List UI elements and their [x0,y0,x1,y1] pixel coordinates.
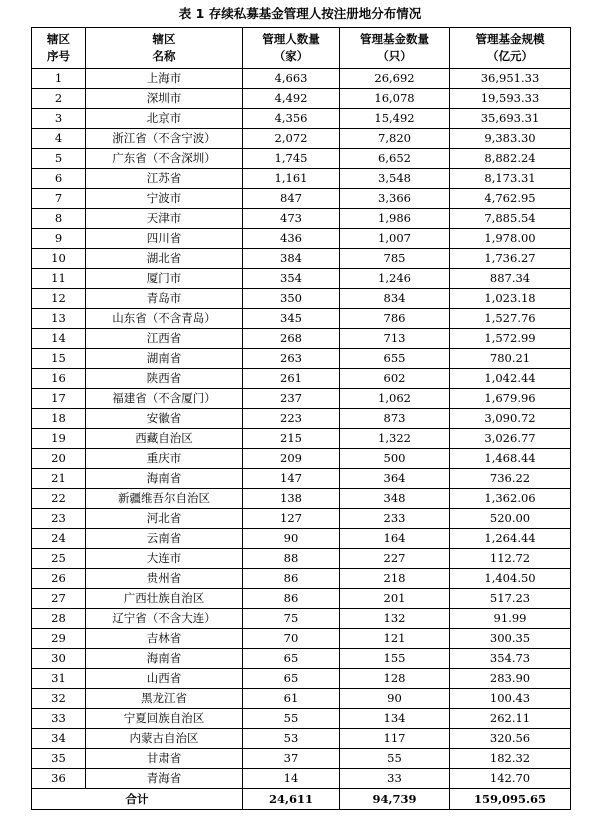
cell-region: 辽宁省（不含大连） [86,609,243,629]
cell-region: 西藏自治区 [86,429,243,449]
cell-seq: 21 [32,469,86,489]
cell-seq: 9 [32,229,86,249]
cell-region: 深圳市 [86,89,243,109]
cell-seq: 27 [32,589,86,609]
table-row [32,69,571,89]
cell-seq: 4 [32,129,86,149]
cell-region: 黑龙江省 [86,689,243,709]
cell-scale: 1,042.44 [450,369,571,389]
cell-seq: 6 [32,169,86,189]
table-row [32,149,571,169]
cell-funds: 713 [340,329,450,349]
cell-managers: 223 [243,409,340,429]
cell-scale: 780.21 [450,349,571,369]
cell-funds: 16,078 [340,89,450,109]
cell-region: 山东省（不含青岛） [86,309,243,329]
table-row [32,649,571,669]
cell-scale: 7,885.54 [450,209,571,229]
cell-seq: 10 [32,249,86,269]
cell-scale: 9,383.30 [450,129,571,149]
cell-scale: 100.43 [450,689,571,709]
cell-funds: 7,820 [340,129,450,149]
cell-seq: 14 [32,329,86,349]
table-row [32,169,571,189]
cell-funds: 602 [340,369,450,389]
cell-region: 青海省 [86,769,243,789]
cell-scale: 8,882.24 [450,149,571,169]
cell-seq: 18 [32,409,86,429]
cell-scale: 1,468.44 [450,449,571,469]
cell-region: 贵州省 [86,569,243,589]
cell-seq: 17 [32,389,86,409]
cell-funds: 132 [340,609,450,629]
cell-managers: 14 [243,769,340,789]
cell-region: 广西壮族自治区 [86,589,243,609]
cell-scale: 262.11 [450,709,571,729]
cell-managers: 215 [243,429,340,449]
cell-funds: 233 [340,509,450,529]
cell-seq: 19 [32,429,86,449]
cell-scale: 283.90 [450,669,571,689]
cell-region: 广东省（不含深圳） [86,149,243,169]
table-row [32,329,571,349]
cell-managers: 86 [243,589,340,609]
table-row [32,769,571,789]
cell-seq: 16 [32,369,86,389]
cell-funds: 786 [340,309,450,329]
cell-region: 海南省 [86,469,243,489]
cell-region: 宁夏回族自治区 [86,709,243,729]
cell-region: 吉林省 [86,629,243,649]
cell-region: 厦门市 [86,269,243,289]
cell-region: 安徽省 [86,409,243,429]
table-row [32,549,571,569]
cell-funds: 55 [340,749,450,769]
table-row [32,129,571,149]
cell-region: 北京市 [86,109,243,129]
fund-manager-table [31,27,571,810]
cell-seq: 30 [32,649,86,669]
cell-scale: 320.56 [450,729,571,749]
cell-managers: 237 [243,389,340,409]
table-row [32,189,571,209]
cell-scale: 1,736.27 [450,249,571,269]
table-row [32,629,571,649]
cell-seq: 25 [32,549,86,569]
cell-managers: 55 [243,709,340,729]
cell-scale: 887.34 [450,269,571,289]
cell-managers: 75 [243,609,340,629]
table-row [32,749,571,769]
cell-seq: 5 [32,149,86,169]
cell-managers: 37 [243,749,340,769]
cell-managers: 4,356 [243,109,340,129]
cell-managers: 354 [243,269,340,289]
cell-managers: 65 [243,649,340,669]
table-row [32,689,571,709]
cell-seq: 29 [32,629,86,649]
cell-scale: 1,362.06 [450,489,571,509]
cell-region: 陕西省 [86,369,243,389]
cell-seq: 34 [32,729,86,749]
cell-managers: 4,492 [243,89,340,109]
table-row [32,589,571,609]
cell-region: 上海市 [86,69,243,89]
cell-managers: 65 [243,669,340,689]
table-row [32,209,571,229]
cell-funds: 218 [340,569,450,589]
cell-scale: 3,090.72 [450,409,571,429]
cell-funds: 3,366 [340,189,450,209]
cell-scale: 300.35 [450,629,571,649]
cell-scale: 354.73 [450,649,571,669]
cell-scale: 1,023.18 [450,289,571,309]
cell-scale: 1,527.76 [450,309,571,329]
cell-seq: 8 [32,209,86,229]
header-row [32,28,571,69]
cell-scale: 736.22 [450,469,571,489]
table-row [32,429,571,449]
table-row [32,389,571,409]
cell-seq: 31 [32,669,86,689]
total-row [32,789,571,810]
cell-scale: 112.72 [450,549,571,569]
cell-seq: 36 [32,769,86,789]
cell-region: 江西省 [86,329,243,349]
cell-managers: 1,161 [243,169,340,189]
table-row [32,669,571,689]
cell-managers: 2,072 [243,129,340,149]
cell-funds: 6,652 [340,149,450,169]
cell-scale: 1,264.44 [450,529,571,549]
table-row [32,449,571,469]
cell-seq: 20 [32,449,86,469]
table-row [32,369,571,389]
cell-funds: 121 [340,629,450,649]
cell-scale: 19,593.33 [450,89,571,109]
cell-managers: 138 [243,489,340,509]
cell-seq: 24 [32,529,86,549]
cell-managers: 53 [243,729,340,749]
cell-managers: 127 [243,509,340,529]
cell-seq: 32 [32,689,86,709]
cell-scale: 517.23 [450,589,571,609]
table-row [32,729,571,749]
cell-managers: 268 [243,329,340,349]
cell-seq: 23 [32,509,86,529]
cell-scale: 142.70 [450,769,571,789]
cell-region: 云南省 [86,529,243,549]
total-label: 合计 [32,789,243,810]
cell-managers: 209 [243,449,340,469]
cell-funds: 1,246 [340,269,450,289]
cell-region: 天津市 [86,209,243,229]
cell-managers: 4,663 [243,69,340,89]
cell-funds: 1,986 [340,209,450,229]
cell-seq: 13 [32,309,86,329]
cell-region: 湖北省 [86,249,243,269]
cell-managers: 88 [243,549,340,569]
table-row [32,109,571,129]
cell-seq: 22 [32,489,86,509]
header-scale: 管理基金规模 （亿元） [450,28,571,69]
cell-region: 宁波市 [86,189,243,209]
cell-managers: 1,745 [243,149,340,169]
cell-managers: 261 [243,369,340,389]
cell-funds: 117 [340,729,450,749]
cell-region: 福建省（不含厦门） [86,389,243,409]
cell-seq: 11 [32,269,86,289]
cell-funds: 3,548 [340,169,450,189]
cell-funds: 155 [340,649,450,669]
cell-scale: 4,762.95 [450,189,571,209]
cell-managers: 90 [243,529,340,549]
cell-managers: 61 [243,689,340,709]
table-row [32,529,571,549]
header-region: 辖区 名称 [86,28,243,69]
cell-seq: 35 [32,749,86,769]
cell-region: 四川省 [86,229,243,249]
cell-scale: 35,693.31 [450,109,571,129]
table-row [32,309,571,329]
cell-region: 青岛市 [86,289,243,309]
total-funds: 94,739 [340,789,450,810]
cell-scale: 36,951.33 [450,69,571,89]
table-row [32,409,571,429]
cell-funds: 785 [340,249,450,269]
cell-managers: 70 [243,629,340,649]
cell-scale: 91.99 [450,609,571,629]
cell-funds: 834 [340,289,450,309]
cell-region: 山西省 [86,669,243,689]
table-row [32,349,571,369]
cell-funds: 164 [340,529,450,549]
total-scale: 159,095.65 [450,789,571,810]
table-row [32,709,571,729]
table-row [32,489,571,509]
cell-funds: 90 [340,689,450,709]
cell-funds: 134 [340,709,450,729]
cell-scale: 3,026.77 [450,429,571,449]
table-row [32,609,571,629]
cell-funds: 201 [340,589,450,609]
cell-region: 河北省 [86,509,243,529]
cell-managers: 345 [243,309,340,329]
table-row [32,289,571,309]
cell-funds: 15,492 [340,109,450,129]
cell-funds: 1,062 [340,389,450,409]
cell-funds: 1,007 [340,229,450,249]
cell-seq: 1 [32,69,86,89]
cell-scale: 1,679.96 [450,389,571,409]
cell-scale: 8,173.31 [450,169,571,189]
cell-funds: 33 [340,769,450,789]
table-row [32,269,571,289]
cell-region: 海南省 [86,649,243,669]
cell-region: 内蒙古自治区 [86,729,243,749]
cell-managers: 86 [243,569,340,589]
cell-seq: 12 [32,289,86,309]
total-managers: 24,611 [243,789,340,810]
cell-funds: 655 [340,349,450,369]
table-row [32,89,571,109]
cell-managers: 384 [243,249,340,269]
cell-scale: 1,978.00 [450,229,571,249]
cell-funds: 128 [340,669,450,689]
cell-region: 大连市 [86,549,243,569]
table-row [32,469,571,489]
cell-seq: 7 [32,189,86,209]
table-row [32,229,571,249]
cell-funds: 348 [340,489,450,509]
cell-scale: 1,572.99 [450,329,571,349]
table-row [32,249,571,269]
cell-scale: 520.00 [450,509,571,529]
cell-funds: 227 [340,549,450,569]
cell-managers: 847 [243,189,340,209]
table-row [32,569,571,589]
cell-funds: 364 [340,469,450,489]
table-row [32,509,571,529]
cell-funds: 1,322 [340,429,450,449]
cell-managers: 436 [243,229,340,249]
cell-region: 重庆市 [86,449,243,469]
cell-seq: 2 [32,89,86,109]
cell-managers: 147 [243,469,340,489]
cell-region: 湖南省 [86,349,243,369]
table-title: 表 1 存续私募基金管理人按注册地分布情况 [178,6,422,21]
cell-funds: 26,692 [340,69,450,89]
cell-region: 甘肃省 [86,749,243,769]
cell-seq: 28 [32,609,86,629]
header-managers: 管理人数量 （家） [243,28,340,69]
cell-funds: 873 [340,409,450,429]
cell-region: 江苏省 [86,169,243,189]
cell-managers: 473 [243,209,340,229]
cell-managers: 350 [243,289,340,309]
cell-region: 浙江省（不含宁波） [86,129,243,149]
cell-funds: 500 [340,449,450,469]
cell-scale: 1,404.50 [450,569,571,589]
cell-seq: 3 [32,109,86,129]
cell-region: 新疆维吾尔自治区 [86,489,243,509]
table-body [32,69,571,789]
header-seq: 辖区 序号 [32,28,86,69]
header-funds: 管理基金数量 （只） [340,28,450,69]
cell-scale: 182.32 [450,749,571,769]
cell-seq: 33 [32,709,86,729]
cell-seq: 15 [32,349,86,369]
cell-seq: 26 [32,569,86,589]
cell-managers: 263 [243,349,340,369]
